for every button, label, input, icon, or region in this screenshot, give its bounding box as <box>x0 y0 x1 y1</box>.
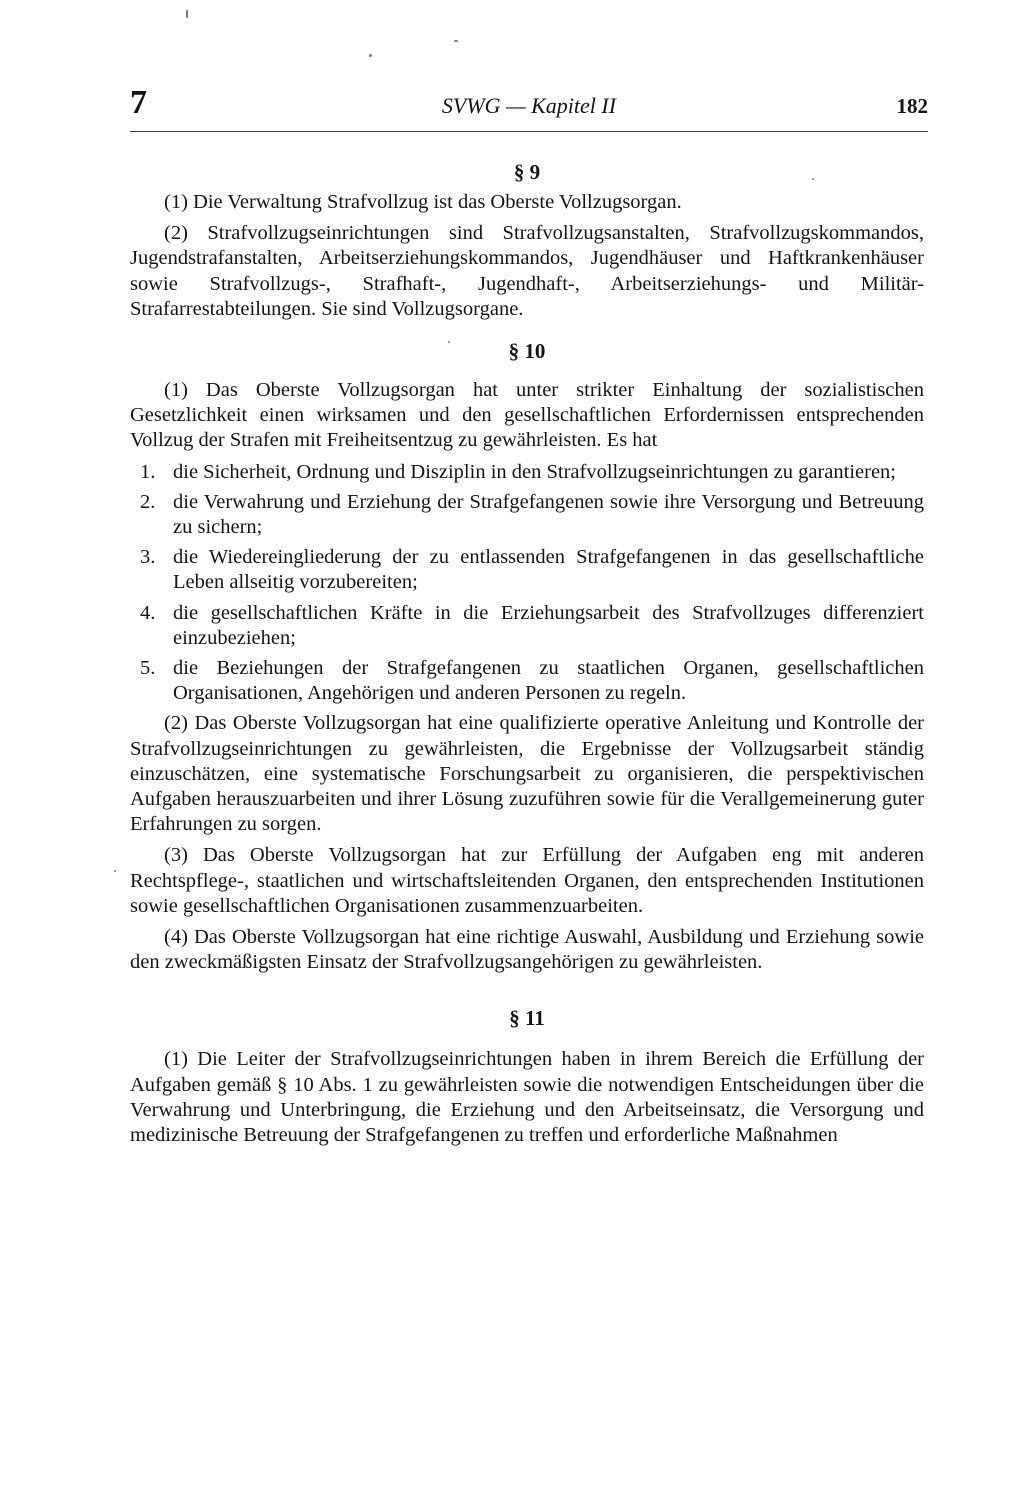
paragraph: (4) Das Oberste Vollzugsorgan hat eine richtige Auswahl, Ausbildung und Erziehung sowie den zweckmäßigsten Einsatz der Strafvollzugsangehörigen zu gewährleisten. <box>130 926 924 974</box>
list-number: 5. <box>140 657 156 680</box>
section-10 <box>130 338 924 975</box>
paragraph: (1) Die Leiter der Strafvollzugseinrichtungen haben in ihrem Bereich die Erfüllung der Aufgaben gemäß § 10 Abs. 1 zu gewährleisten sowie die notwendigen Entscheidungen über die Verwahrung und Unterbringung, die Erziehung und den Arbeitseinsatz, die Versorgung und medizinische Betreuung der Strafgefangenen zu treffen und erforderliche Maßnahmen <box>130 1048 924 1147</box>
list-text: die Wiedereingliederung der zu entlassenden Strafgefangenen in das gesellschaftliche Leben allseitig vorzubereiten; <box>173 546 924 594</box>
scan-speck <box>114 870 116 872</box>
list-item <box>130 545 924 595</box>
paragraph: (3) Das Oberste Vollzugsorgan hat zur Erfüllung der Aufgaben eng mit anderen Rechtspflege-, staatlichen und wirtschaftsleitenden Organen, den entsprechenden Institutionen sowie gesellschaftlichen Organisationen zusammenzuarbeiten. <box>130 844 924 917</box>
list-number: 3. <box>140 546 156 569</box>
paragraph: (1) Die Verwaltung Strafvollzug ist das Oberste Vollzugsorgan. <box>164 191 682 213</box>
paragraph: (2) Das Oberste Vollzugsorgan hat eine qualifizierte operative Anleitung und Kontrolle der Strafvollzugseinrichtungen zu gewährleisten, die Ergebnisse der Vollzugsarbeit ständig einzuschätzen, eine systematische Forschungsarbeit zu organisieren, die perspektivischen Aufgaben herauszuarbeiten und ihrer Lösung zuzuführen sowie für die Verallgemeinerung guter Erfahrungen zu sorgen. <box>130 712 924 836</box>
section-heading: § 9 <box>513 160 541 184</box>
scan-speck <box>454 40 458 42</box>
header-rule <box>130 131 928 132</box>
list-item <box>130 601 924 651</box>
chapter-number: 7 <box>130 84 147 121</box>
list-text: die gesellschaftlichen Kräfte in die Erziehungsarbeit des Strafvollzuges differenziert einzubeziehen; <box>173 601 924 649</box>
numbered-list <box>130 460 924 707</box>
list-number: 1. <box>140 460 156 483</box>
running-title: SVWG — Kapitel II <box>441 93 617 118</box>
section-9 <box>130 159 924 322</box>
list-text: die Beziehungen der Strafgefangenen zu staatlichen Organen, gesellschaftlichen Organisationen, Angehörigen und anderen Personen zu regeln. <box>173 657 924 705</box>
list-text: die Verwahrung und Erziehung der Strafgefangenen sowie ihre Versorgung und Betreuung zu sichern; <box>173 490 924 539</box>
page-number: 182 <box>896 94 928 118</box>
scan-speck <box>369 54 372 57</box>
list-number: 4. <box>140 601 156 624</box>
paragraph: (1) Das Oberste Vollzugsorgan hat unter strikter Einhaltung der sozialistischen Gesetzlichkeit einen wirksamen und den gesellschaftlichen Erfordernissen entsprechenden Vollzug der Strafen mit Freiheitsentzug zu gewährleisten. Es hat <box>130 379 924 452</box>
list-item <box>130 656 924 706</box>
section-heading: § 10 <box>508 339 546 364</box>
scan-speck <box>186 10 188 18</box>
list-number: 2. <box>140 490 156 513</box>
document-body <box>130 140 924 1154</box>
list-text: die Sicherheit, Ordnung und Disziplin in den Strafvollzugseinrichtungen zu garantieren; <box>173 460 897 483</box>
section-11 <box>130 1005 924 1148</box>
page-header <box>130 86 928 130</box>
section-heading: § 11 <box>509 1006 545 1031</box>
paragraph: (2) Strafvollzugseinrichtungen sind Strafvollzugsanstalten, Strafvollzugskommandos, Jugendstrafanstalten, Arbeitserziehungskommandos, Jugendhäuser und Haftkrankenhäuser sowie Strafvollzugs-, Strafhaft-, Jugendhaft-, Arbeitserziehungs- und Militär-Strafarrestabteilungen. Sie sind Vollzugsorgane. <box>130 222 924 320</box>
list-item <box>130 490 924 540</box>
list-item <box>130 460 924 485</box>
